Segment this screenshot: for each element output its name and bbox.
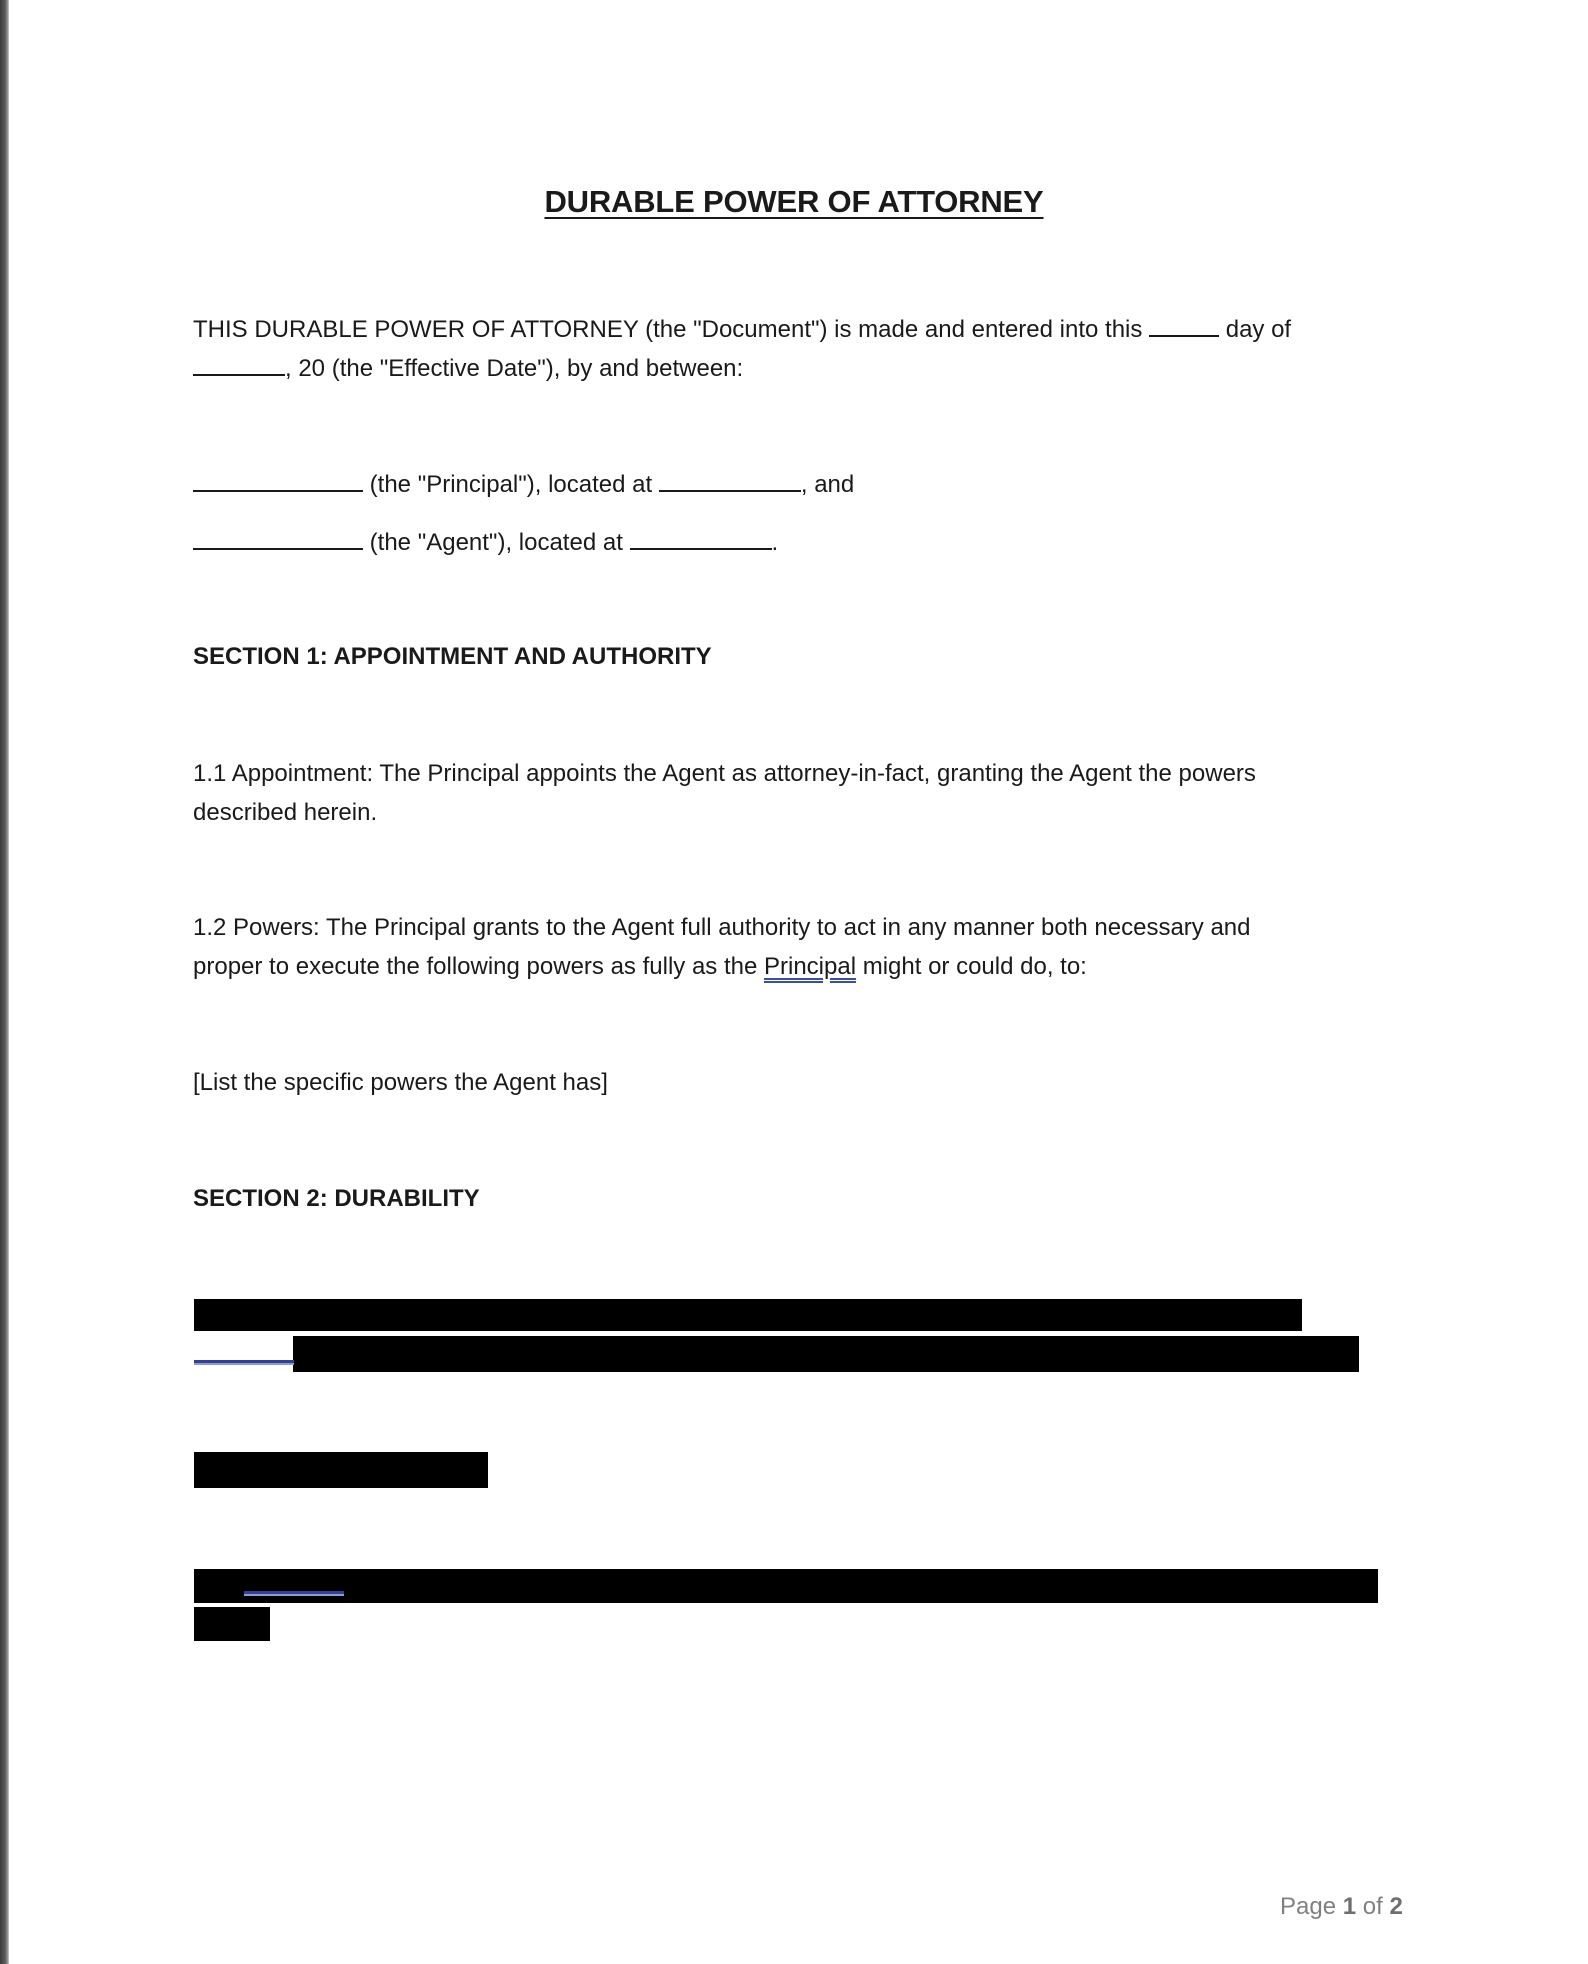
para-1-2-text-a: proper to execute the following powers as fully as the (193, 953, 758, 980)
powers-placeholder: [List the specific powers the Agent has] (193, 1069, 608, 1096)
principal-spellcheck-word: Principal (764, 953, 857, 980)
para-1-2-line-1: 1.2 Powers: The Principal grants to the Agent full authority to act in any manner both necessary and (193, 914, 1251, 941)
month-blank (193, 352, 285, 376)
principal-suffix: , and (800, 471, 855, 498)
redaction-underline-mark-1 (194, 1360, 294, 1365)
agent-suffix: . (771, 529, 779, 556)
of-word: of (1362, 1893, 1383, 1920)
para-1-2-line-2 (193, 952, 1087, 982)
agent-label: (the "Agent"), located at (369, 529, 623, 556)
intro-text-1: THIS DURABLE POWER OF ATTORNEY (the "Document") is made and entered into this (193, 316, 1143, 343)
redaction-bar-5 (194, 1607, 270, 1641)
intro-text-2: day of (1225, 316, 1292, 343)
para-1-1-line-2: described herein. (193, 799, 378, 826)
intro-line-1 (193, 313, 1291, 345)
section-2-heading: SECTION 2: DURABILITY (193, 1185, 480, 1212)
principal-address-blank (659, 468, 801, 492)
principal-label: (the "Principal"), located at (369, 471, 653, 498)
page-current: 1 (1342, 1893, 1357, 1920)
window-left-edge (0, 0, 9, 1964)
intro-text-3: , 20 (the "Effective Date"), by and between: (285, 355, 744, 382)
redaction-bar-3 (194, 1452, 488, 1488)
para-1-1-line-1: 1.1 Appointment: The Principal appoints the Agent as attorney-in-fact, granting the Agent the powers (193, 760, 1256, 787)
redaction-bar-4 (194, 1569, 1378, 1603)
redaction-bar-1 (194, 1299, 1302, 1331)
day-blank (1149, 313, 1219, 337)
principal-name-blank (193, 468, 363, 492)
page-word: Page (1280, 1893, 1337, 1920)
principal-line (193, 468, 854, 500)
para-1-2-text-b: might or could do, to: (862, 953, 1087, 980)
document-title: DURABLE POWER OF ATTORNEY (544, 184, 1044, 219)
redaction-bar-2 (293, 1336, 1359, 1372)
page-number (1280, 1893, 1403, 1921)
agent-name-blank (193, 526, 363, 550)
intro-line-2 (193, 352, 743, 384)
page-total: 2 (1389, 1893, 1403, 1920)
redaction-underline-mark-2 (244, 1591, 344, 1596)
agent-address-blank (630, 526, 772, 550)
agent-line (193, 526, 778, 558)
section-1-heading: SECTION 1: APPOINTMENT AND AUTHORITY (193, 643, 712, 670)
